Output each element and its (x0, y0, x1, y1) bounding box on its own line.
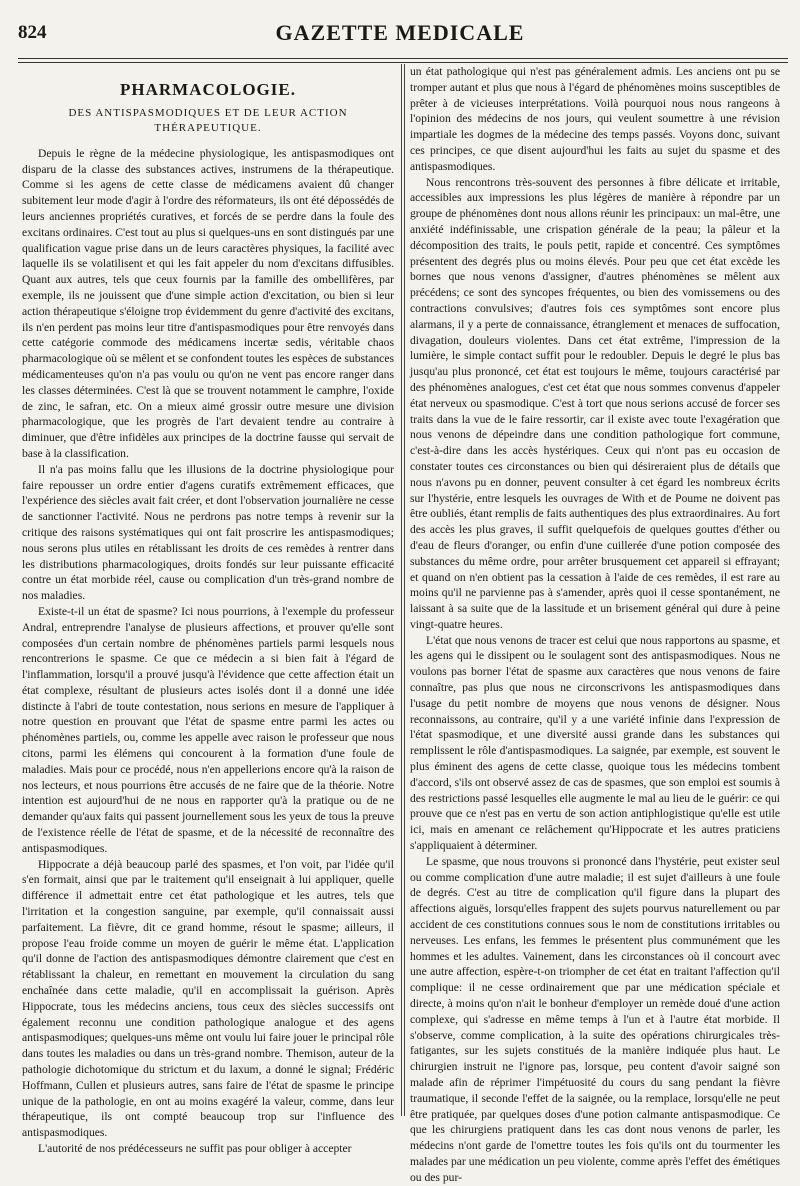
paragraph: un état pathologique qui n'est pas généralement admis. Les anciens ont pu se tromper autant et plus que nous à l'égard de phénomènes moins susceptibles de prêter à de vicieuses interprétations. Voilà pourquoi nous nous rangeons à l'opinion des médecins de nos jours, qui veulent soumettre à une révision impartiale les dogmes de la médecine des temps passés. Voyons donc, suivant ces principes, ce que disent aujourd'hui les faits au sujet du spasme et des antispasmodiques. (410, 65, 780, 173)
column-divider (401, 64, 402, 1116)
left-column (22, 64, 394, 1155)
column-divider (404, 64, 405, 1116)
paragraph: Hippocrate a déjà beaucoup parlé des spasmes, et l'on voit, par l'idée qu'il s'en formait, ainsi que par le traitement qu'il enseignait à lui appliquer, quelle différence il admettait entre cet état pathologique et les autres, tels que l'irritation et la congestion sanguine, par exemple, qu'il connaissait aussi parfaitement. La fièvre, dit ce grand homme, résout le spasme; ailleurs, il propose l'eau froide comme un moyen de guérir le même état. L'application qu'il donne de l'action des antispasmodiques démontre clairement que c'est en rétablissant la chaleur, en remettant en mouvement la circulation du sang enchaînée dans cette maladie, qu'il en accomplissait la guérison. Après Hippocrate, tous les médecins anciens, tous ceux des siècles successifs ont également reconnu une condition pathologique analogue et des agens antispasmodiques; quelques-uns même ont voulu lui faire jouer le principal rôle dans toutes les maladies ou dans un très-grand nombre. Themison, auteur de la pathologie dichotomique du strictum et du laxum, a donné le signal; Frédéric Hoffmann, Cullen et plusieurs autres, sans faire de l'état de spasme le principe unique de la pathologie, en ont au moins exagéré la valeur, comme, dans leur thérapeutique, ils ont compté beaucoup trop sur l'influence des antispasmodiques. (22, 857, 394, 1140)
paragraph: Nous rencontrons très-souvent des personnes à fibre délicate et irritable, accessibles aux impressions les plus légères de manière à répondre par un groupe de phénomènes dont nous allons réunir les principaux: un mal-être, une anxiété indéfinissable, une crispation générale de la peau; la pâleur et la décomposition des traits, le pouls petit, rapide et concentré. Ces symptômes présentent des degrés plus ou moins élevés. Pour peu que cet état excède les bornes que nous venons d'assigner, d'autres phénomènes se mêlent aux précédens; ce sont des syncopes fréquentes, ou bien des vomissemens ou des contractions convulsives; d'autres fois ces symptômes sont encore plus alarmans, il y a perte de connaissance, étranglement et menaces de suffocation, divagation, douleurs violentes. Dans cet état extrême, l'impression de la lumière, le simple contact suffit pour le redoubler. Depuis le degré le plus bas jusqu'au plus prononcé, cet état est toujours le même, toujours caractérisé par des phénomènes analogues, c'est cet état que nous sommes convenus d'appeler état nerveux ou spasmodique. C'est à tort que nous serions accusé de forcer ses traits dans la vue de le faire ressortir, car il existe avec toute l'exagération que nous venons de dépeindre dans une condition pathologique fort commune, c'est-à-dire dans les accès hystériques. Ceux qui n'ont pas eu occasion de constater toutes ces circonstances ou bien qui désireraient plus de détails que nous n'avons pu en donner, peuvent consulter à cet égard les nombreux écrits sur l'hystérie, entre lesquels les ouvrages de With et de Poume ne doivent pas être oubliés, étant remplis de faits authentiques des plus extraordinaires. Au fort des accès les plus graves, il suffit quelquefois de quelques gouttes d'éther ou d'eau de fleurs d'oranger, ou enfin d'une cuillerée d'une potion composée des substances du même ordre, pour arrêter brusquement cet appareil si effrayant; et quand on n'en obtient pas la cessation à l'aide de ces remèdes, il est rare au moins qu'il ne parvienne pas à s'amender, après quoi il cesse spontanément, ne laissant à sa suite que de la lassitude et un brisement général qui dure à peine vingt-quatre heures. (410, 175, 780, 631)
page-number: 824 (18, 22, 47, 43)
paragraph: Le spasme, que nous trouvons si prononcé dans l'hystérie, peut exister seul ou comme complication d'une autre maladie; il est sujet d'ailleurs à une foule de degrés. C'est au titre de complication qu'il figure dans la plupart des affections aiguës, lorsqu'elles frappent des sujets pourvus naturellement ou par accident de ces constitutions connues sous le nom de constitutions irritables ou nerveuses. Les enfans, les femmes le présentent plus communément que les hommes et les adultes. Vainement, dans les circonstances où il concourt avec une autre affection, espère-t-on triompher de cet état en traitant l'affection qu'il complique: il ne cesse ordinairement que par une médication spéciale et directe, à moins qu'on n'ait le bonheur d'employer un remède doué d'une action complexe, qui s'adresse en même temps à l'un et à l'autre état morbide. Il s'observe, comme complication, à la suite des opérations chirurgicales très-fatigantes, sur les sujets constitués de la manière indiquée plus haut. Le chirurgien instruit ne l'ignore pas, lorsque, peu content d'avoir saigné son malade afin de réprimer l'impétuosité du cours du sang pendant la fièvre traumatique, il seconde l'effet de la saignée, ou la remplace, lorsqu'elle ne peut être pratiquée, par quelques doses d'une potion calmante antispasmodique. Ce que les chirurgiens pratiquent dans les cas dont nous venons de parler, les médecins n'ont garde de l'omettre toutes les fois qu'ils ont du tourmenter les malades par une médication un peu violente, comme après l'effet des émétiques ou des pur- (410, 854, 780, 1184)
right-column (410, 64, 780, 1184)
paragraph: L'autorité de nos prédécesseurs ne suffit pas pour obliger à accepter (38, 1142, 352, 1155)
paragraph: Existe-t-il un état de spasme? Ici nous pourrions, à l'exemple du professeur Andral, entreprendre l'analyse de plusieurs affections, et prouver qu'elle sont composées d'un certain nombre de phénomènes partiels parmi lesquels nous rencontrerions le spasme. Ce que ce médecin a si bien fait à l'égard de l'inflammation, lorsqu'il a prouvé jusqu'à l'évidence que cette affection était un état complexe, résultant de plusieurs actes isolés dont il a donné une idée distincte à l'abri de toute contestation, nous serions en mesure de l'appliquer à notre question en prouvant que l'état de spasme entre parmi les actes ou phénomènes partiels, ou, comme les appelle avec raison le professeur que nous citons, parmi les élémens qui concourent à la formation d'une foule de maladies. Mais pour ce procédé, nous n'en appellerions encore qu'à la raison de nos lecteurs, et nous pourrions être accusés de ne faire que de la théorie. Notre intention est aujourd'hui de ne nous en rapporter qu'à la pratique ou de ne demander qu'aux faits qui passent journellement sous les yeux de tous la preuve de l'existence réelle de l'état de spasme, et de la nécessité de reconnaître des antispasmodiques. (22, 604, 394, 855)
article-title: DES ANTISPASMODIQUES ET DE LEUR ACTION THÉRAPEUTIQUE. (68, 106, 348, 134)
paragraph: Depuis le règne de la médecine physiologique, les antispasmodiques ont disparu de la classe des substances actives, instrumens de la thérapeutique. Comme si les agens de cette classe de médicamens avaient dû changer subitement leur mode d'agir à l'ordre des réformateurs, ils ont été dépossédés de leurs anciennes propriétés curatives, et forcés de se perdre dans la foule des excitans ordinaires. C'est tout au plus si quelques-uns en sont distingués par une qualification vague prise dans un de leurs caractères physiques, la facilité avec laquelle ils se volatilisent et qui les fait appeler du nom d'excitans diffusibles. Quant aux autres, tels que ceux fournis par la famille des ombellifères, par exemple, ils ne jouissent que d'une simple action d'excitation, ou bien si leur action thérapeutique s'éloigne trop évidemment du genre d'activité des excitans, ils n'en perdent pas moins leur titre d'antispasmodiques pour être renvoyés dans cette catégorie commode des médicamens incertæ sedis, véritable chaos pharmacologique où se mêlent et se confondent toutes les espèces de substances médicamenteuses qu'on n'a pas voulu ou qu'on ne vent pas encore ranger dans les classes déterminées. C'est là que se trouvent notamment le camphre, l'oxide de zinc, le safran, etc. On a mieux aimé grossir outre mesure une division pharmacologique, que les progrès de l'art devaient tendre au contraire à diminuer, que d'être infidèles aux principes de la doctrine fausse qui servait de base à la classification. (22, 146, 394, 460)
paragraph: L'état que nous venons de tracer est celui que nous rapportons au spasme, et les agens qui le dissipent ou le soulagent sont des antispasmodiques. Nous ne voulons pas borner l'état de spasme aux caractères que nous venons de faire connaître, pas plus que nous ne circonscrivons les antispasmodiques dans l'usage du petit nombre de moyens que nous venons de désigner. Nous reconnaissons, au contraire, qu'il y a une variété infinie dans l'expression de l'état spasmodique, et une diversité aussi grande dans les substances qui remplissent le rôle d'antispasmodiques. La saignée, par exemple, est souvent le plus éminent des agens de cette classe, quoique tous les médecins tombent d'accord, s'ils ont observé assez de cas de spasmes, que son emploi est soumis à des restrictions passé lesquelles elle augmente le mal au lieu de le guérir: ce qui prouve que ce n'est pas en vertu de son action antiphlogistique qu'elle est utile ici, mais en amenant ce relâchement qu'Hippocrate et les autres praticiens s'appliquaient à déterminer. (410, 633, 780, 853)
paragraph: Il n'a pas moins fallu que les illusions de la doctrine physiologique pour faire repousser un ordre entier d'agens curatifs extrêmement efficaces, que l'expérience des siècles avait fait créer, et dont l'observation journalière ne cesse de sanctionner l'activité. Nous ne perdrons pas notre temps à revenir sur la critique des raisons systématiques qui ont fait proscrire les antispasmodiques; nous serons plus utiles en rétablissant les droits de ces remèdes à rentrer dans les distributions pharmacologiques, droits fondés sur leur puissante efficacité contre un état morbide réel, cause ou complication d'un très-grand nombre de nos maladies. (22, 462, 394, 603)
page-header (0, 18, 800, 52)
journal-title: GAZETTE MEDICALE (275, 20, 525, 45)
section-title: PHARMACOLOGIE. (120, 80, 296, 99)
header-rule (18, 58, 788, 63)
